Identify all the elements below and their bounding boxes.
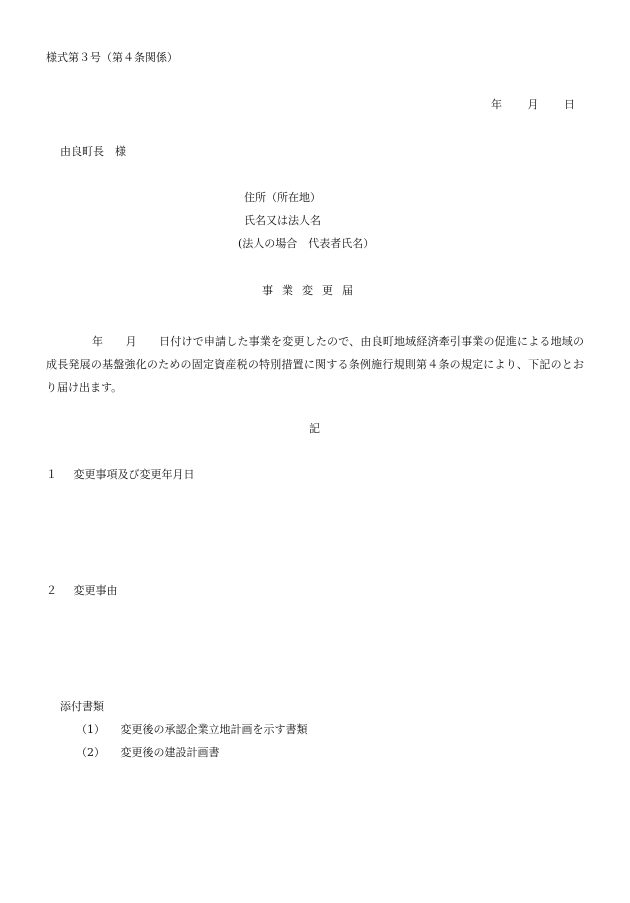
- attachment-item: [76, 747, 220, 758]
- addressee: 由良町長 様: [60, 145, 126, 158]
- item-label: 変更事項及び変更年月日: [73, 468, 195, 481]
- list-item: [46, 469, 195, 480]
- date-month: 月: [527, 98, 539, 111]
- item-number: ２: [46, 584, 57, 597]
- date-day: 日: [564, 98, 575, 111]
- attachment-number: （1）: [76, 723, 105, 736]
- attachment-label: 変更後の建設計画書: [120, 746, 220, 759]
- applicant-name-label: 氏名又は法人名: [244, 214, 321, 227]
- item-number: １: [46, 468, 57, 481]
- item-label: 変更事由: [73, 584, 118, 597]
- applicant-address-label: 住所（所在地）: [244, 191, 321, 204]
- attachment-number: （2）: [76, 746, 105, 759]
- date-line: [491, 99, 575, 110]
- attachments-title: 添付書類: [60, 700, 104, 713]
- body-paragraph: 年 月 日付けで申請した事業を変更したので、由良町地域経済牽引事業の促進による地域の成長発展の基盤強化のための固定資産税の特別措置に関する条例施行規則第４条の規定により、下記のとおり届け出ます。: [46, 335, 584, 394]
- document-title: 事業変更届: [262, 284, 362, 297]
- list-item: [46, 585, 118, 596]
- date-year: 年: [491, 98, 502, 111]
- ki-label: 記: [309, 422, 320, 435]
- applicant-representative-label: (法人の場合 代表者氏名）: [238, 237, 375, 250]
- attachment-item: [76, 724, 308, 735]
- form-number: 様式第３号（第４条関係）: [46, 51, 178, 64]
- attachment-label: 変更後の承認企業立地計画を示す書類: [120, 723, 308, 736]
